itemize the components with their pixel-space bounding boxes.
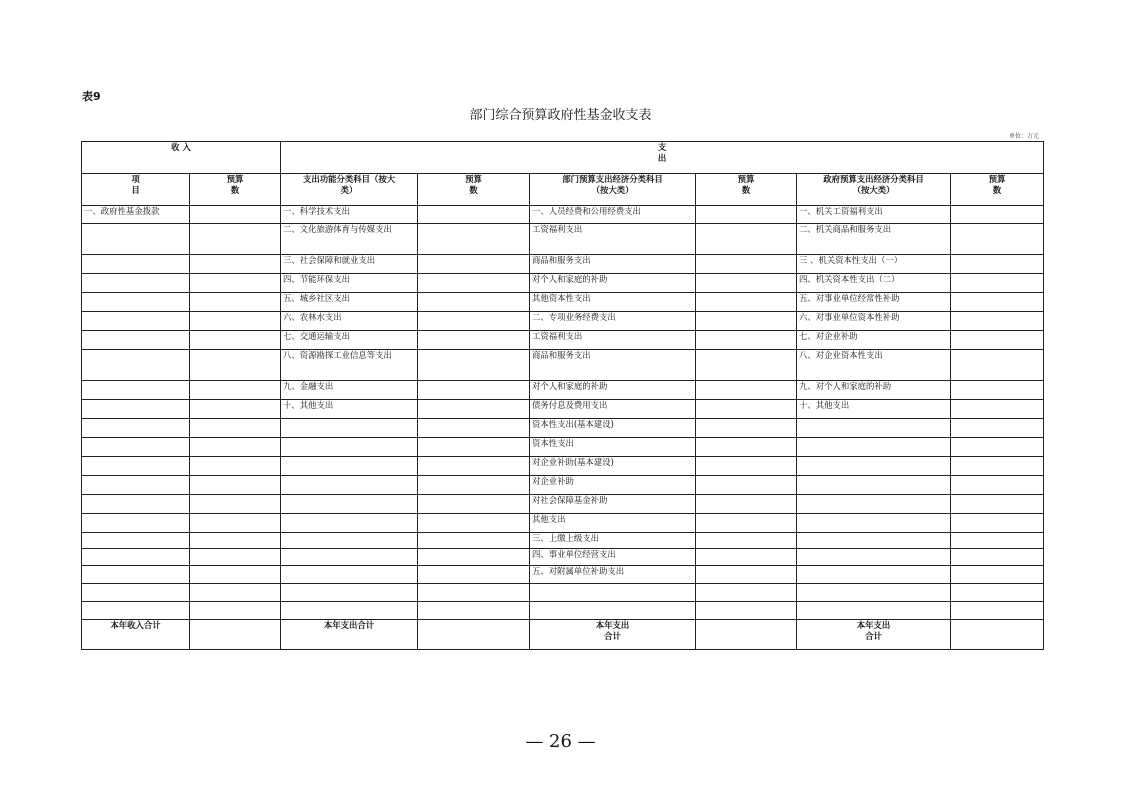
dept-item: 资本性支出(基本建设) xyxy=(530,419,696,438)
func-item: 六、农林水支出 xyxy=(281,312,418,331)
table-row xyxy=(82,331,1044,350)
func-item xyxy=(281,549,418,566)
dept-item: 其他支出 xyxy=(530,514,696,533)
dept-item: 三、上缴上级支出 xyxy=(530,533,696,549)
func-item: 三、社会保障和就业支出 xyxy=(281,255,418,274)
total-func-label: 本年支出合计 xyxy=(281,620,418,650)
dept-item: 债务付息及费用支出 xyxy=(530,400,696,419)
dept-item: 五、对附属单位补助支出 xyxy=(530,566,696,584)
table-row xyxy=(82,602,1044,620)
gov-item: 三 、机关资本性支出（一） xyxy=(797,255,951,274)
func-item: 四、节能环保支出 xyxy=(281,274,418,293)
func-item: 一、科学技术支出 xyxy=(281,206,418,224)
func-item xyxy=(281,533,418,549)
income-item xyxy=(82,584,190,602)
table-row xyxy=(82,457,1044,476)
func-item xyxy=(281,438,418,457)
gov-item xyxy=(797,476,951,495)
document-title: 部门综合预算政府性基金收支表 xyxy=(469,108,652,123)
table-row xyxy=(82,224,1044,255)
table-row xyxy=(82,293,1044,312)
dept-item: 一、人员经费和公用经费支出 xyxy=(530,206,696,224)
dept-item: 对个人和家庭的补助 xyxy=(530,381,696,400)
expense-group-header: 支 出 xyxy=(281,142,1044,174)
dept-item: 四、事业单位经营支出 xyxy=(530,549,696,566)
gov-item xyxy=(797,584,951,602)
table-row xyxy=(82,549,1044,566)
gov-item: 八、对企业资本性支出 xyxy=(797,350,951,381)
income-item xyxy=(82,514,190,533)
gov-item xyxy=(797,457,951,476)
table-row xyxy=(82,206,1044,224)
dept-item: 对企业补助 xyxy=(530,476,696,495)
gov-item: 九、对个人和家庭的补助 xyxy=(797,381,951,400)
table-row xyxy=(82,584,1044,602)
gov-item xyxy=(797,419,951,438)
gov-item xyxy=(797,438,951,457)
gov-item: 二、机关商品和服务支出 xyxy=(797,224,951,255)
income-item xyxy=(82,331,190,350)
income-item xyxy=(82,549,190,566)
income-item xyxy=(82,255,190,274)
income-item: 一、政府性基金拨款 xyxy=(82,206,190,224)
gov-item: 六、对事业单位资本性补助 xyxy=(797,312,951,331)
func-item xyxy=(281,602,418,620)
income-item xyxy=(82,419,190,438)
col-amount-header: 预算 数 xyxy=(696,174,797,206)
gov-item: 一、机关工资福利支出 xyxy=(797,206,951,224)
func-item xyxy=(281,476,418,495)
table-row xyxy=(82,533,1044,549)
dept-item: 对个人和家庭的补助 xyxy=(530,274,696,293)
gov-item: 四、机关资本性支出（二） xyxy=(797,274,951,293)
col-amount-header: 预算 数 xyxy=(418,174,530,206)
col-dept-header: 部门预算支出经济分类科目 （按大类） xyxy=(530,174,696,206)
total-income-label: 本年收入合计 xyxy=(82,620,190,650)
income-item xyxy=(82,400,190,419)
gov-item xyxy=(797,566,951,584)
table-row xyxy=(82,495,1044,514)
income-item xyxy=(82,293,190,312)
col-gov-header: 政府预算支出经济分类科目 （按大类） xyxy=(797,174,951,206)
table-row xyxy=(82,438,1044,457)
gov-item xyxy=(797,549,951,566)
income-item xyxy=(82,602,190,620)
income-item xyxy=(82,438,190,457)
table-row xyxy=(82,400,1044,419)
table-row xyxy=(82,274,1044,293)
func-item: 十、其他支出 xyxy=(281,400,418,419)
table-row xyxy=(82,566,1044,584)
func-item xyxy=(281,495,418,514)
income-item xyxy=(82,457,190,476)
dept-item xyxy=(530,602,696,620)
func-item: 二、文化旅游体育与传媒支出 xyxy=(281,224,418,255)
gov-item xyxy=(797,533,951,549)
func-item xyxy=(281,514,418,533)
group-header-row xyxy=(82,142,1044,174)
table-number: 表9 xyxy=(82,90,101,103)
dept-item: 商品和服务支出 xyxy=(530,350,696,381)
income-item xyxy=(82,566,190,584)
dept-item: 其他资本性支出 xyxy=(530,293,696,312)
func-item xyxy=(281,457,418,476)
func-item: 九、金融支出 xyxy=(281,381,418,400)
income-item xyxy=(82,495,190,514)
func-item: 七、交通运输支出 xyxy=(281,331,418,350)
func-item xyxy=(281,584,418,602)
table-row xyxy=(82,350,1044,381)
income-group-header: 收 入 xyxy=(82,142,281,174)
dept-item: 工资福利支出 xyxy=(530,224,696,255)
income-item xyxy=(82,312,190,331)
table-row xyxy=(82,255,1044,274)
dept-item: 二、专项业务经费支出 xyxy=(530,312,696,331)
table-row xyxy=(82,476,1044,495)
func-item xyxy=(281,419,418,438)
gov-item: 五、对事业单位经常性补助 xyxy=(797,293,951,312)
income-item xyxy=(82,350,190,381)
gov-item: 十、其他支出 xyxy=(797,400,951,419)
budget-table xyxy=(81,141,1044,650)
table-row xyxy=(82,514,1044,533)
gov-item xyxy=(797,514,951,533)
table-row xyxy=(82,381,1044,400)
table-row xyxy=(82,312,1044,331)
gov-item xyxy=(797,495,951,514)
func-item: 五、城乡社区支出 xyxy=(281,293,418,312)
income-item xyxy=(82,224,190,255)
dept-item: 商品和服务支出 xyxy=(530,255,696,274)
income-item xyxy=(82,381,190,400)
income-item xyxy=(82,274,190,293)
total-dept-label: 本年支出 合计 xyxy=(530,620,696,650)
column-header-row xyxy=(82,174,1044,206)
col-amount-header: 预算 数 xyxy=(951,174,1044,206)
dept-item: 对企业补助(基本建设) xyxy=(530,457,696,476)
func-item: 八、资源勘探工业信息等支出 xyxy=(281,350,418,381)
dept-item: 工资福利支出 xyxy=(530,331,696,350)
income-item xyxy=(82,533,190,549)
dept-item xyxy=(530,584,696,602)
col-item-header: 项 目 xyxy=(82,174,190,206)
unit-label: 单位：万元 xyxy=(1008,133,1039,140)
col-amount-header: 预算 数 xyxy=(190,174,281,206)
gov-item: 七、对企业补助 xyxy=(797,331,951,350)
page-number: — 26 — xyxy=(525,731,596,752)
col-func-header: 支出功能分类科目（按大 类） xyxy=(281,174,418,206)
table-row xyxy=(82,419,1044,438)
income-item xyxy=(82,476,190,495)
dept-item: 对社会保障基金补助 xyxy=(530,495,696,514)
total-gov-label: 本年支出 合计 xyxy=(797,620,951,650)
totals-row xyxy=(82,620,1044,650)
func-item xyxy=(281,566,418,584)
dept-item: 资本性支出 xyxy=(530,438,696,457)
gov-item xyxy=(797,602,951,620)
